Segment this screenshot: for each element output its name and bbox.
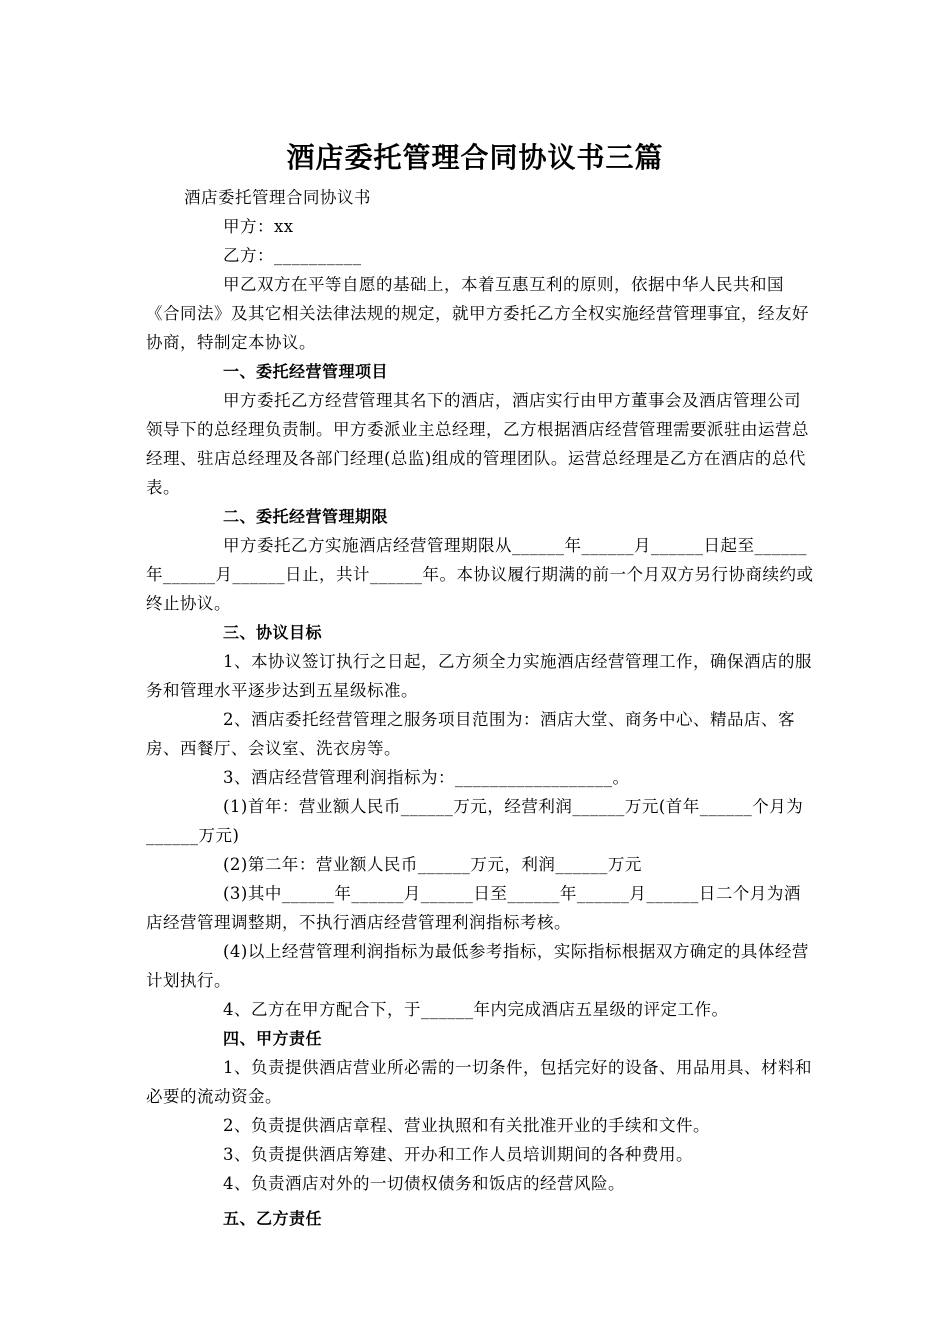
- section-4-item: 1、负责提供酒店营业所必需的一切条件，包括完好的设备、用品用具、材料和必要的流动资金。: [146, 1058, 812, 1106]
- section-1-heading: 一、委托经营管理项目: [223, 362, 389, 381]
- section-2-paragraph: 甲方委托乙方实施酒店经营管理期限从______年______月______日起至______年______月______日止，共计______年。本协议履行期满的前一个月双方另行协商续约或终止协议。: [146, 536, 814, 613]
- party-a-line: 甲方：xx: [223, 217, 294, 236]
- document-body: [146, 183, 816, 1233]
- section-3-item: (4)以上经营管理利润指标为最低参考指标，实际指标根据双方确定的具体经营计划执行。: [146, 942, 809, 990]
- section-4-heading: 四、甲方责任: [223, 1029, 323, 1048]
- party-b-line: 乙方：__________: [223, 246, 362, 265]
- section-3-item: 2、酒店委托经营管理之服务项目范围为：酒店大堂、商务中心、精品店、客房、西餐厅、会议室、洗衣房等。: [146, 710, 795, 758]
- section-2-heading: 二、委托经营管理期限: [223, 507, 389, 526]
- section-3-item: (2)第二年：营业额人民币______万元，利润______万元: [223, 855, 642, 874]
- section-1-paragraph: 甲方委托乙方经营管理其名下的酒店，酒店实行由甲方董事会及酒店管理公司领导下的总经理负责制。甲方委派业主总经理，乙方根据酒店经营管理需要派驻由运营总经理、驻店总经理及各部门经理(总监)组成的管理团队。运营总经理是乙方在酒店的总代表。: [146, 391, 809, 497]
- section-3-item: (3)其中______年______月______日至______年______月______日二个月为酒店经营管理调整期，不执行酒店经营管理利润指标考核。: [146, 884, 801, 932]
- document-subtitle: 酒店委托管理合同协议书: [184, 188, 371, 207]
- section-4-item: 4、负责酒店对外的一切债权债务和饭店的经营风险。: [223, 1174, 625, 1193]
- section-3-heading: 三、协议目标: [223, 623, 323, 642]
- section-3-item: 4、乙方在甲方配合下，于______年内完成酒店五星级的评定工作。: [223, 1000, 729, 1019]
- section-3-item: 3、酒店经营管理利润指标为：__________________。: [223, 768, 630, 787]
- intro-paragraph: 甲乙双方在平等自愿的基础上，本着互惠互利的原则，依据中华人民共和国《合同法》及其它相关法律法规的规定，就甲方委托乙方全权实施经营管理事宜，经友好协商，特制定本协议。: [146, 275, 809, 352]
- section-3-item: (1)首年：营业额人民币______万元，经营利润______万元(首年______个月为______万元): [146, 797, 804, 845]
- document-title: 酒店委托管理合同协议书三篇: [286, 141, 664, 174]
- section-5-heading: 五、乙方责任: [223, 1209, 323, 1228]
- section-3-item: 1、本协议签订执行之日起，乙方须全力实施酒店经营管理工作，确保酒店的服务和管理水平逐步达到五星级标准。: [146, 652, 812, 700]
- section-4-item: 3、负责提供酒店筹建、开办和工作人员培训期间的各种费用。: [223, 1145, 693, 1164]
- section-4-item: 2、负责提供酒店章程、营业执照和有关批准开业的手续和文件。: [223, 1116, 710, 1135]
